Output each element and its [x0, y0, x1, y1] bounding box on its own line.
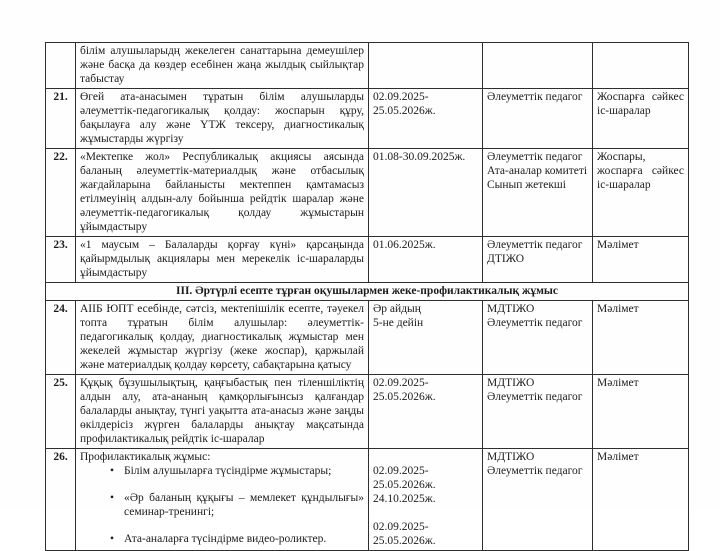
dates-cell: [369, 449, 483, 551]
text-line: 02.09.2025-: [373, 377, 429, 389]
activity-bullet-item: [110, 464, 364, 478]
result-cell: [593, 237, 689, 283]
bullet-icon: •: [110, 533, 115, 545]
text-line: 01.06.2025ж.: [373, 239, 436, 251]
responsible-cell: [483, 149, 593, 237]
row-number-cell: 21.: [46, 89, 76, 149]
result-cell: [593, 89, 689, 149]
table-row: [46, 89, 689, 149]
responsible-cell: [483, 43, 593, 89]
text-line: МДТІЖО: [487, 451, 535, 463]
activity-cell: «1 маусым – Балаларды қорғау күні» қарсаңында қайырмдылық акциялары мен мерекелік іс-шараларды ұйымдастыру: [76, 237, 369, 283]
bullet-icon: •: [110, 492, 115, 504]
text-line: Әлеуметтік педагог: [487, 317, 583, 329]
text-line: [373, 450, 478, 464]
text-line: Әр айдың: [373, 303, 421, 315]
table-row: [46, 301, 689, 375]
text-line: Мәлімет: [597, 303, 639, 315]
table-row: [46, 43, 689, 89]
result-cell: [593, 449, 689, 551]
activity-intro: Профилактикалық жұмыс:: [80, 451, 211, 463]
text-line: 24.10.2025ж.: [373, 493, 436, 505]
activity-bullet-item: [110, 491, 364, 519]
activity-cell: [76, 449, 369, 551]
activity-cell: Өгей ата-анасымен тұратын білім алушыларды әлеуметтік-педагогикалық қолдау: жоспарын құру, бақылауға алу және ҮТЖ тексеру, диагностикалық жұмыстарды жүргізу: [76, 89, 369, 149]
table-row: [46, 237, 689, 283]
bullet-text: «Әр баланың құқығы – мемлекет құндылығы» семинар-тренингі;: [124, 492, 364, 518]
bullet-text: Ата-аналарға түсіндірме видео-роликтер.: [124, 533, 327, 545]
text-line: 02.09.2025-: [373, 521, 429, 533]
activity-cell: АІІБ ЮПТ есебінде, сәтсіз, мектепішілік есепте, тәуекел топта тұратын білім алушылар: әлеуметтік-педагогикалық қолдау, диагностикалық жұмыстар мен жекелей жұмыстар жүргізу (жеке жоспар), қаржылай және материалдық қолдау көрсету, сабақтарына қатысу: [76, 301, 369, 375]
dates-cell: [369, 237, 483, 283]
responsible-cell: [483, 301, 593, 375]
text-line: 25.05.2026ж.: [373, 479, 436, 491]
text-line: [597, 44, 684, 58]
text-line: Мәлімет: [597, 451, 639, 463]
row-number-cell: 26.: [46, 449, 76, 551]
text-line: 25.05.2026ж.: [373, 391, 436, 403]
text-line: МДТІЖО: [487, 303, 535, 315]
text-line: Әлеуметтік педагог: [487, 91, 583, 103]
dates-cell: [369, 149, 483, 237]
dates-cell: [369, 301, 483, 375]
text-line: Әлеуметтік педагог: [487, 465, 583, 477]
row-number-cell: 24.: [46, 301, 76, 375]
text-line: Жоспарға сәйкес іс-шаралар: [597, 91, 684, 117]
text-line: 02.09.2025-: [373, 91, 429, 103]
row-number-cell: 25.: [46, 375, 76, 449]
text-line: 25.05.2026ж.: [373, 105, 436, 117]
work-plan-table: [45, 42, 689, 551]
text-line: 01.08-30.09.2025ж.: [373, 151, 466, 163]
text-line: МДТІЖО: [487, 377, 535, 389]
dates-cell: [369, 375, 483, 449]
text-line: Әлеуметтік педагог: [487, 391, 583, 403]
row-number-cell: 22.: [46, 149, 76, 237]
row-number-cell: 23.: [46, 237, 76, 283]
result-cell: [593, 375, 689, 449]
text-line: [373, 44, 478, 58]
text-line: Сынып жетекші: [487, 179, 566, 191]
text-line: 25.05.2026ж.: [373, 535, 436, 547]
text-line: Мәлімет: [597, 377, 639, 389]
section-header-row: [46, 283, 689, 301]
section-header-title: ІІІ. Әртүрлі есепте тұрған оқушылармен жеке-профилактикалық жұмыс: [46, 283, 689, 301]
text-line: Әлеуметтік педагог: [487, 239, 583, 251]
text-line: [487, 44, 588, 58]
row-number-cell: [46, 43, 76, 89]
text-line: Мәлімет: [597, 239, 639, 251]
text-line: [373, 506, 478, 520]
dates-cell: [369, 89, 483, 149]
activity-cell: «Мектепке жол» Республикалық акциясы аясында баланың әлеуметтік-материалдық және отбасылық жағдайларына байланысты мектеппен қамтамасыз етілмеуінің алдын-алу бойынша рейдтік шаралар және әлеуметтік-педагогикалық қолдау жұмыстарын ұйымдастыру: [76, 149, 369, 237]
activity-cell: білім алушыларыдң жекелеген санаттарына демеушілер және басқа да көздер есебінен жаңа жылдық сыйлықтар табыстау: [76, 43, 369, 89]
table-row: [46, 449, 689, 551]
plan-table-body: [46, 43, 689, 551]
activity-cell: Құқық бұзушылықтың, қаңғыбастық пен тіленшіліктің алдын алу, ата-ананың қамқорлығынсыз қалғандар балаларды анықтау, түнгі уақытта ата-анасыз және заңды өкілдерісіз жүрген балаларды анықтау мақсатында профилактикалық рейдтік іс-шаралар: [76, 375, 369, 449]
text-line: 5-не дейін: [373, 317, 424, 329]
text-line: Әлеуметтік педагог: [487, 151, 583, 163]
dates-cell: [369, 43, 483, 89]
text-line: ДТІЖО: [487, 253, 525, 265]
table-row: [46, 149, 689, 237]
text-line: Ата-аналар комитеті: [487, 165, 588, 177]
bullet-icon: •: [110, 465, 115, 477]
activity-bullet-list: [80, 464, 364, 546]
result-cell: [593, 43, 689, 89]
table-row: [46, 375, 689, 449]
responsible-cell: [483, 375, 593, 449]
activity-bullet-item: [110, 532, 364, 546]
result-cell: [593, 149, 689, 237]
text-line: Жоспары, жоспарға сәйкес іс-шаралар: [597, 151, 684, 191]
bullet-text: Білім алушыларға түсіндірме жұмыстары;: [124, 465, 332, 477]
responsible-cell: [483, 449, 593, 551]
result-cell: [593, 301, 689, 375]
responsible-cell: [483, 237, 593, 283]
responsible-cell: [483, 89, 593, 149]
text-line: 02.09.2025-: [373, 465, 429, 477]
